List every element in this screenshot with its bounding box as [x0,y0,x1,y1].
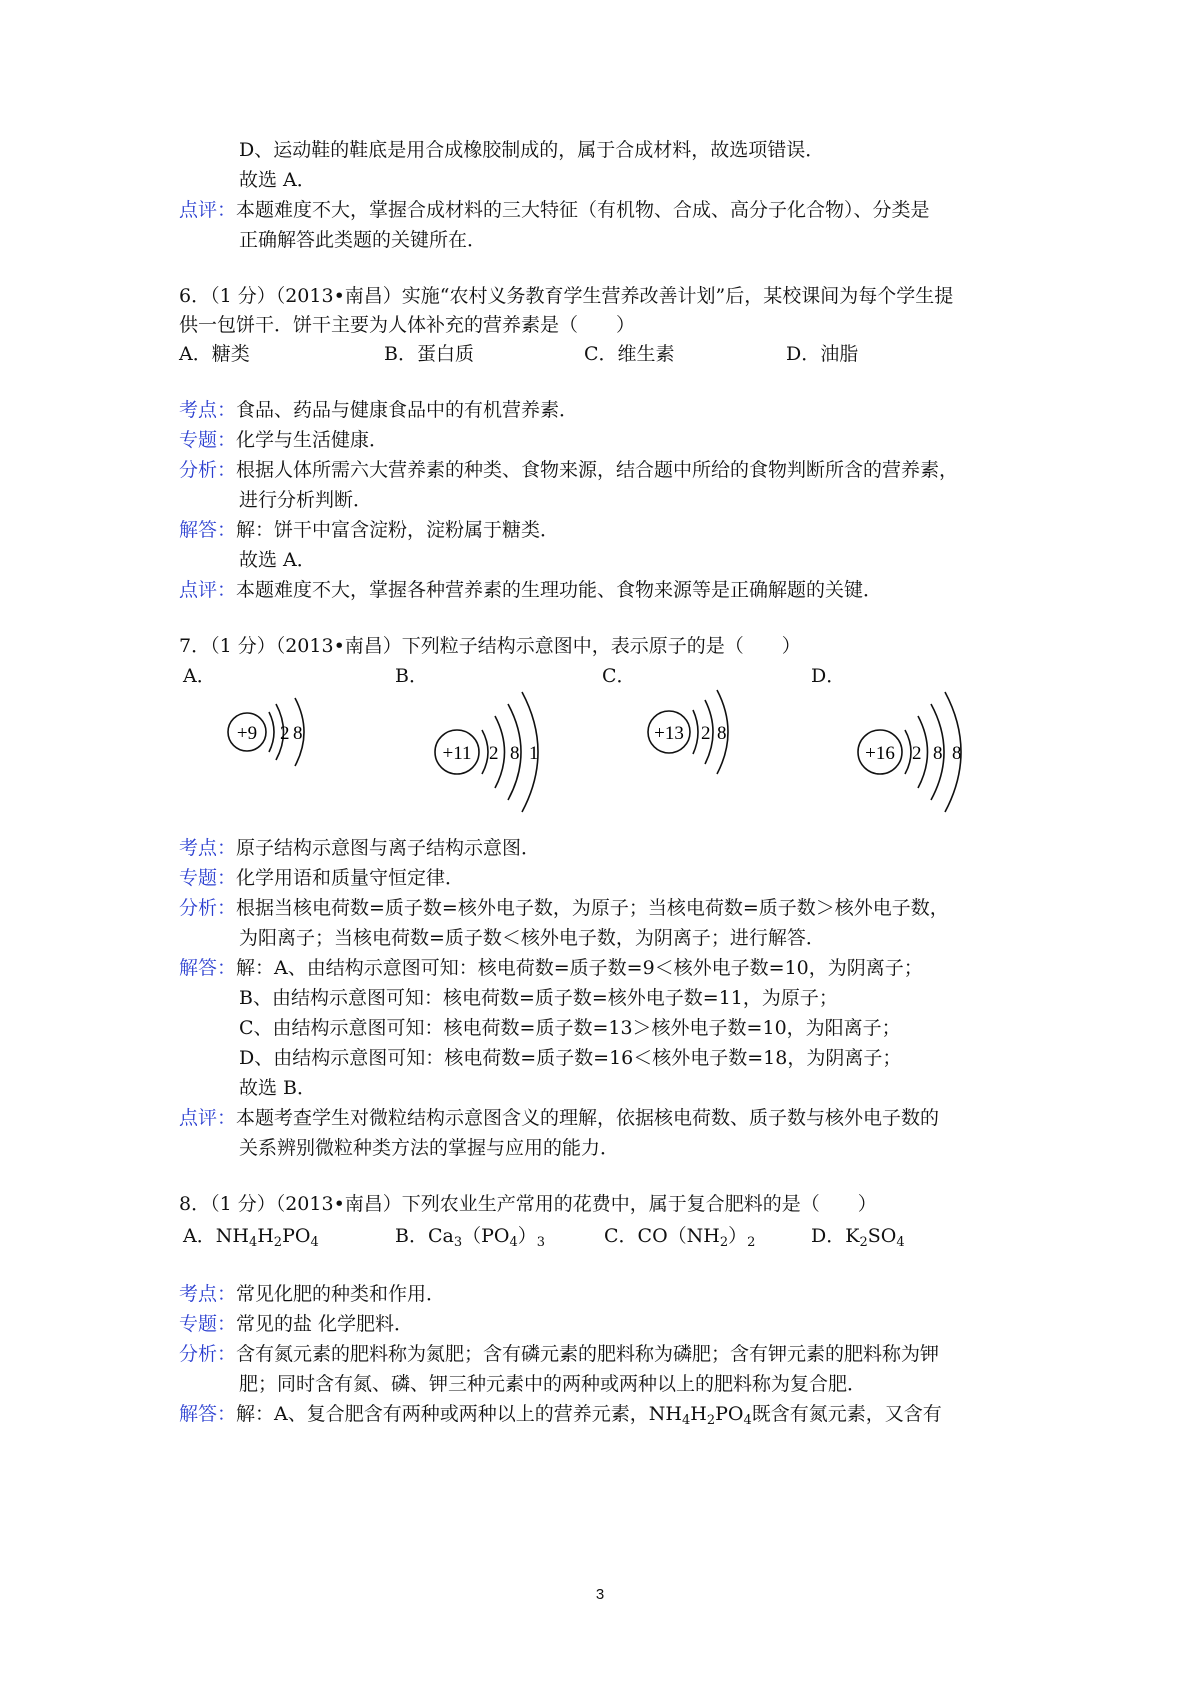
option-label: A． [183,1225,216,1247]
dianping-text: 本题难度不大，掌握各种营养素的生理功能、食物来源等是正确解题的关键． [236,579,883,601]
q7-dianping [179,1106,939,1130]
option-label: B． [395,1225,428,1247]
jieda-text: 解：饼干中富含淀粉，淀粉属于糖类． [236,519,560,541]
q6-fenxi-cont: 进行分析判断． [239,489,373,511]
q6-stem-line1: 6．（1 分）（2013•南昌）实施“农村义务教育学生营养改善计划”后，某校课间为每个学生提 [179,285,954,307]
q7-stem: 7．（1 分）（2013•南昌）下列粒子结构示意图中，表示原子的是（ ） [179,635,801,657]
q8-stem: 8．（1 分）（2013•南昌）下列农业生产常用的花费中，属于复合肥料的是（ ） [179,1193,877,1215]
kaodian-text: 原子结构示意图与离子结构示意图． [236,837,541,859]
nucleus-label: +16 [865,743,895,764]
fenxi-text: 含有氮元素的肥料称为氮肥；含有磷元素的肥料称为磷肥；含有钾元素的肥料称为钾 [236,1343,940,1365]
nucleus-label: +9 [236,723,258,744]
shell-1-count: 2 [701,723,711,744]
q7-option-c: C． [602,665,636,687]
zhuanti-text: 化学与生活健康． [236,429,389,451]
jieda-tag: 解答： [179,1403,237,1425]
option-label: D． [811,1225,846,1247]
q5-comment [179,198,930,222]
q7-option-a: A． [183,665,216,687]
q7-fenxi-cont: 为阳离子；当核电荷数=质子数＜核外电子数，为阴离子；进行解答． [239,927,825,949]
q7-jieda-c: C、由结构示意图可知：核电荷数=质子数=13＞核外电子数=10，为阳离子； [239,1017,901,1039]
shell-2-count: 8 [510,743,520,764]
q7-option-b: B． [395,665,428,687]
q6-option-b: B．蛋白质 [384,343,474,365]
q7-kaodian [179,836,540,860]
shell-1-count: 2 [280,723,290,744]
nucleus-label: +11 [442,743,472,764]
dianping-tag: 点评： [179,579,237,601]
zhuanti-tag: 专题： [179,867,237,889]
q6-stem-line2: 供一包饼干．饼干主要为人体补充的营养素是（ ） [179,314,636,336]
comment-tag: 点评： [179,199,237,221]
kaodian-text: 常见化肥的种类和作用． [236,1283,446,1305]
q8-fenxi [179,1342,939,1366]
q8-fenxi-cont: 肥；同时含有氮、磷、钾三种元素中的两种或两种以上的肥料称为复合肥． [239,1373,867,1395]
fenxi-tag: 分析： [179,459,237,481]
page-number: 3 [595,1586,605,1603]
q6-kaodian [179,398,578,422]
q5-answer: 故选 A． [239,169,316,191]
q8-zhuanti [179,1312,413,1336]
jieda-tag: 解答： [179,519,237,541]
comment-text: 本题难度不大，掌握合成材料的三大特征（有机物、合成、高分子化合物）、分类是 [236,199,930,221]
zhuanti-text: 化学用语和质量守恒定律． [236,867,465,889]
shell-1-count: 2 [912,743,922,764]
q8-option-b: B．$Ca_3(PO_4)_3$ [395,1225,546,1250]
shell-2-count: 8 [717,723,727,744]
q8-kaodian [179,1282,445,1306]
q7-dianping-cont: 关系辨别微粒种类方法的掌握与应用的能力． [239,1137,620,1159]
q6-zhuanti [179,428,388,452]
q6-fenxi [179,458,958,482]
kaodian-text: 食品、药品与健康食品中的有机营养素． [236,399,579,421]
jieda-text: 解：A、由结构示意图可知：核电荷数=质子数=9＜核外电子数=10，为阴离子； [236,957,923,979]
q8-jieda: 解答：解：A、复合肥含有两种或两种以上的营养元素，$NH_4H_2PO_4$既含有氮元素，又含有 [179,1403,942,1428]
q7-jieda-d: D、由结构示意图可知：核电荷数=质子数=16＜核外电子数=18，为阴离子； [239,1047,902,1069]
q7-fenxi [179,896,949,920]
kaodian-tag: 考点： [179,837,237,859]
dianping-tag: 点评： [179,1107,237,1129]
q6-dianping [179,578,882,602]
shell-1-count: 2 [489,743,499,764]
jieda-tag: 解答： [179,957,237,979]
q6-option-d: D．油脂 [786,343,859,365]
kaodian-tag: 考点： [179,1283,237,1305]
zhuanti-tag: 专题： [179,429,237,451]
q7-jieda-b: B、由结构示意图可知：核电荷数=质子数=核外电子数=11，为原子； [239,987,838,1009]
q5-comment-cont: 正确解答此类题的关键所在． [239,229,487,251]
q6-answer: 故选 A． [239,549,316,571]
zhuanti-text: 常见的盐 化学肥料． [236,1313,414,1335]
q8-option-c: C．$CO(NH_2)_2$ [604,1225,756,1250]
q7-jieda [179,956,923,980]
option-label: C． [604,1225,638,1247]
q8-option-d: D．$K_2SO_4$ [811,1225,905,1250]
shell-3-count: 8 [952,743,962,764]
shell-3-count: 1 [529,743,539,764]
dianping-text: 本题考查学生对微粒结构示意图含义的理解，依据核电荷数、质子数与核外电子数的 [236,1107,940,1129]
q7-answer: 故选 B． [239,1077,317,1099]
shell-2-count: 8 [933,743,943,764]
q6-jieda [179,518,559,542]
fenxi-tag: 分析： [179,897,237,919]
shell-2-count: 8 [293,723,303,744]
q6-option-c: C．维生素 [584,343,675,365]
q7-zhuanti [179,866,464,890]
q6-option-a: A．糖类 [179,343,250,365]
kaodian-tag: 考点： [179,399,237,421]
fenxi-text: 根据当核电荷数=质子数=核外电子数，为原子；当核电荷数=质子数＞核外电子数， [236,897,949,919]
q5-option-d-analysis: D、运动鞋的鞋底是用合成橡胶制成的，属于合成材料，故选项错误． [239,139,825,161]
nucleus-label: +13 [654,723,684,744]
fenxi-text: 根据人体所需六大营养素的种类、食物来源，结合题中所给的食物判断所含的营养素， [236,459,959,481]
q8-option-a: A．$NH_4H_2PO_4$ [183,1225,319,1250]
fenxi-tag: 分析： [179,1343,237,1365]
q7-option-d: D． [811,665,846,687]
zhuanti-tag: 专题： [179,1313,237,1335]
